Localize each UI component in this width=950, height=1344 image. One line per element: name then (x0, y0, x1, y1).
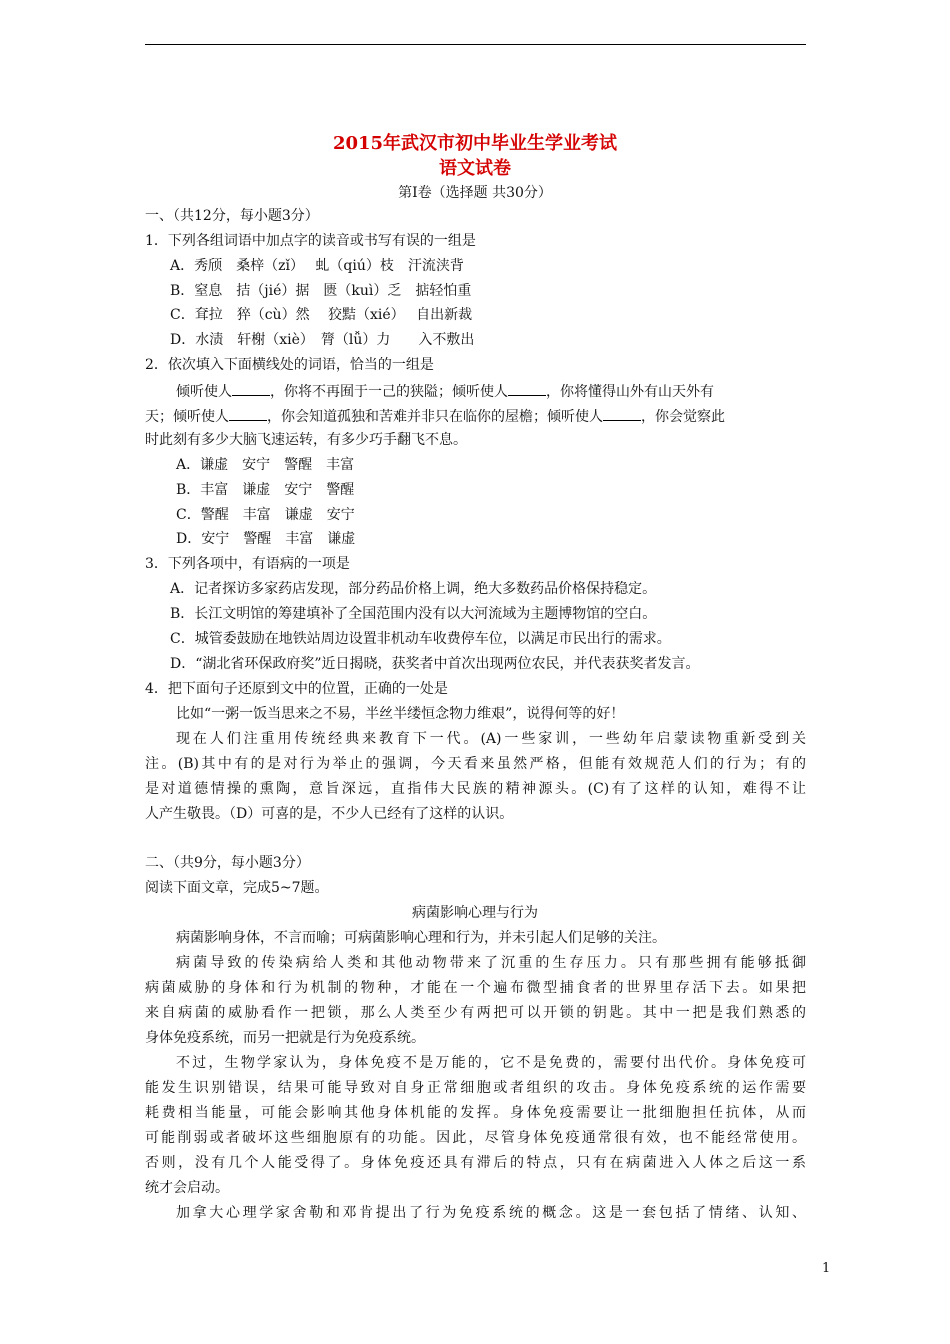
article-paragraph-line: 不过，生物学家认为，身体免疫不是万能的，它不是免费的，需要付出代价。身体免疫可 (176, 1055, 806, 1071)
exam-title: 2015年武汉市初中毕业生学业考试 (332, 133, 618, 154)
q2-passage-line2: 天；倾听使人 ，你会知道孤独和苦难并非只在临你的屋檐；倾听使人 ，你会觉察此 (145, 406, 725, 426)
q3-option-c: C．城管委鼓励在地铁站周边设置非机动车收费停车位，以满足市民出行的需求。 (170, 631, 671, 647)
article-paragraph-line: 统才会启动。 (145, 1180, 229, 1196)
answer-blank (229, 406, 267, 421)
q2-option-c: C．警醒 丰富 谦虚 安宁 (176, 507, 355, 523)
article-paragraph-line: 能发生识别错误，结果可能导致对自身正常细胞或者组织的攻击。身体免疫系统的运作需要 (145, 1080, 806, 1096)
q2-option-d: D．安宁 警醒 丰富 谦虚 (176, 531, 356, 547)
q4-stem: 4．把下面句子还原到文中的位置，正确的一处是 (145, 681, 448, 697)
page-number: 1 (822, 1261, 831, 1276)
answer-blank (603, 406, 641, 421)
q3-option-d: D．“湖北省环保政府奖”近日揭晓，获奖者中首次出现两位农民，并代表获奖者发言。 (170, 656, 700, 672)
q2-option-a: A．谦虚 安宁 警醒 丰富 (176, 457, 355, 473)
q1-option-a: A．秀颀 桑梓（zǐ） 虬（qiú）枝 汗流浃背 (170, 258, 464, 274)
q1-stem: 1．下列各组词语中加点字的读音或书写有误的一组是 (145, 233, 476, 249)
q4-passage-line: 人产生敬畏。（D）可喜的是，不少人已经有了这样的认识。 (145, 806, 514, 822)
q2-passage-line1: 倾听使人 ，你将不再囿于一己的狭隘；倾听使人 ，你将懂得山外有山天外有 (176, 381, 806, 401)
q3-stem: 3．下列各项中，有语病的一项是 (145, 556, 350, 572)
article-paragraph-line: 来自病菌的威胁看作一把锁，那么人类至少有两把可以开锁的钥匙。其中一把是我们熟悉的 (145, 1005, 806, 1021)
top-rule (145, 44, 806, 45)
q1-option-d: D．水渍 轩榭（xiè） 膂（lǚ）力 入不敷出 (170, 332, 475, 348)
q2-passage-line3: 时此刻有多少大脑飞速运转，有多少巧手翻飞不息。 (145, 432, 467, 448)
article-paragraph: 病菌影响身体，不言而喻；可病菌影响心理和行为，并未引起人们足够的关注。 (176, 930, 666, 946)
q4-passage-line: 是对道德情操的熏陶，意旨深远，直指伟大民族的精神源头。(C)有了这样的认知，难得不让 (145, 781, 806, 797)
q2-option-b: B．丰富 谦虚 安宁 警醒 (176, 482, 355, 498)
article-paragraph-line: 否则，没有几个人能受得了。身体免疫还具有滞后的特点，只有在病菌进入人体之后这一系 (145, 1155, 806, 1171)
section2-heading: 二、（共9分，每小题3分） (145, 855, 310, 871)
q1-option-b: B．窒息 拮（jié）据 匮（kuì）乏 掂轻怕重 (170, 283, 472, 299)
paper-subtitle: 语文试卷 (439, 158, 511, 179)
section1-heading: 一、（共12分，每小题3分） (145, 208, 319, 224)
article-paragraph-line: 身体免疫系统，而另一把就是行为免疫系统。 (145, 1030, 425, 1046)
q3-option-b: B．长江文明馆的筹建填补了全国范围内没有以大河流域为主题博物馆的空白。 (170, 606, 657, 622)
article-paragraph-line: 可能削弱或者破坏这些细胞原有的功能。因此，尽管身体免疫通常很有效，也不能经常使用。 (145, 1130, 806, 1146)
q3-option-a: A．记者探访多家药店发现，部分药品价格上调，绝大多数药品价格保持稳定。 (170, 581, 657, 597)
q1-option-c: C．耷拉 猝（cù）然 狡黠（xié） 自出新裁 (170, 307, 473, 323)
article-paragraph-line: 耗费相当能量，可能会影响其他身体机能的发挥。身体免疫需要让一批细胞担任抗体，从而 (145, 1105, 806, 1121)
article-paragraph-line: 病菌导致的传染病给人类和其他动物带来了沉重的生存压力。只有那些拥有能够抵御 (176, 955, 806, 971)
reading-instruction: 阅读下面文章，完成5~7题。 (145, 880, 329, 896)
volume-heading: 第Ⅰ卷（选择题 共30分） (398, 185, 552, 201)
answer-blank (232, 381, 270, 396)
q4-sentence: 比如“一粥一饭当思来之不易，半丝半缕恒念物力维艰”，说得何等的好！ (176, 706, 625, 722)
q4-passage-line: 注。(B)其中有的是对行为举止的强调，今天看来虽然严格，但能有效规范人们的行为；有的 (145, 756, 806, 772)
answer-blank (508, 381, 546, 396)
article-paragraph-line: 加拿大心理学家舍勒和邓肯提出了行为免疫系统的概念。这是一套包括了情绪、认知、 (176, 1205, 806, 1221)
q4-passage-line: 现在人们注重用传统经典来教育下一代。(A)一些家训，一些幼年启蒙读物重新受到关 (176, 731, 806, 747)
article-paragraph-line: 病菌威胁的身体和行为机制的物种，才能在一个遍布微型捕食者的世界里存活下去。如果把 (145, 980, 806, 996)
article-title: 病菌影响心理与行为 (412, 905, 538, 921)
q2-stem: 2．依次填入下面横线处的词语，恰当的一组是 (145, 357, 434, 373)
